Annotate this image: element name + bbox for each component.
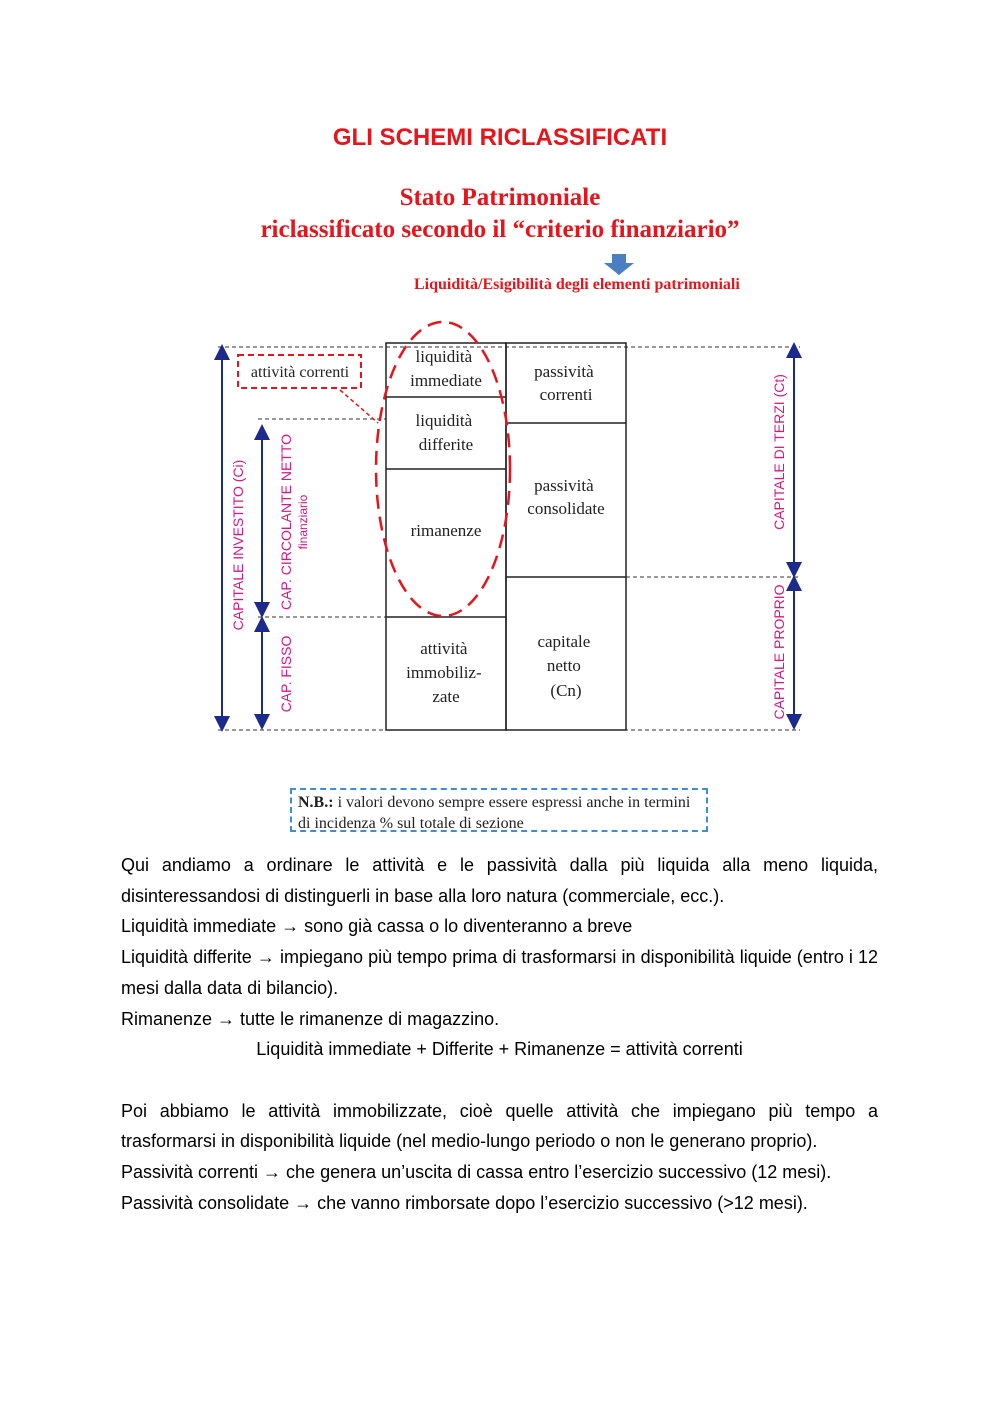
paragraph-intro: Qui andiamo a ordinare le attività e le passività dalla più liquida alla meno liquida, disinteressandosi di distinguerli in base alla loro natura (commerciale, ecc.). xyxy=(121,855,878,906)
paragraph-liquidita-differite: Liquidità differite → impiegano più tempo prima di trasformarsi in disponibilità liquide (entro i 12 mesi dalla data di bilancio). xyxy=(121,947,878,998)
cell-attivita-immobilizzate: attività immobiliz- zate xyxy=(406,639,482,706)
attivita-correnti-label: attività correnti xyxy=(250,364,350,381)
paragraph-passivita-correnti: Passività correnti → che genera un’uscita di cassa entro l’esercizio successivo (12 mesi). xyxy=(121,1162,832,1183)
cell-liquidita-differite: liquidità differite xyxy=(415,411,474,454)
cap-fisso-label: CAP. FISSO xyxy=(278,635,294,713)
capitale-investito-label: CAPITALE INVESTITO (Ci) xyxy=(230,459,246,631)
note-box xyxy=(290,788,708,832)
note-text: i valori devono sempre essere espressi anche in termini di incidenza % sul totale di sezione xyxy=(298,794,691,832)
figure-subtitle: Liquidità/Esigibilità degli elementi patrimoniali xyxy=(414,276,740,293)
cell-rimanenze: rimanenze xyxy=(410,521,482,540)
down-arrow-icon xyxy=(604,254,634,275)
formula-attivita-correnti: Liquidità immediate + Differite + Rimanenze = attività correnti xyxy=(256,1039,743,1060)
paragraph-passivita-consolidate: Passività consolidate → che vanno rimborsate dopo l’esercizio successivo (>12 mesi). xyxy=(121,1192,808,1213)
cell-passivita-correnti: passività correnti xyxy=(534,362,594,404)
finanziario-label: finanziario xyxy=(296,494,310,550)
page-title: GLI SCHEMI RICLASSIFICATI xyxy=(332,124,668,151)
figure-title-line2: riclassificato secondo il “criterio finanziario” xyxy=(260,216,740,243)
attivita-correnti-connector xyxy=(340,390,378,423)
cell-capitale-netto: capitale netto (Cn) xyxy=(537,632,591,700)
capitale-proprio-label: CAPITALE PROPRIO xyxy=(771,584,787,720)
paragraph-attivita-immobilizzate: Poi abbiamo le attività immobilizzate, cioè quelle attività che impiegano più tempo a trasformarsi in disponibilità liquide (nel medio-lungo periodo o non le generano proprio). xyxy=(121,1100,878,1152)
capitale-terzi-label: CAPITALE DI TERZI (Ct) xyxy=(771,374,787,530)
note-bold: N.B.: xyxy=(298,794,334,811)
paragraph-spacer xyxy=(121,1065,878,1096)
body-text xyxy=(121,850,878,1218)
paragraph-liquidita-immediate: Liquidità immediate → sono già cassa o lo diventeranno a breve xyxy=(121,916,633,937)
figure-title-line1: Stato Patrimoniale xyxy=(399,184,601,211)
paragraph-rimanenze: Rimanenze → tutte le rimanenze di magazzino. xyxy=(121,1008,500,1029)
cap-circolante-label: CAP. CIRCOLANTE NETTO xyxy=(278,433,294,611)
cell-passivita-consolidate: passività consolidate xyxy=(527,476,605,518)
cell-liquidita-immediate: liquidità immediate xyxy=(410,347,482,390)
